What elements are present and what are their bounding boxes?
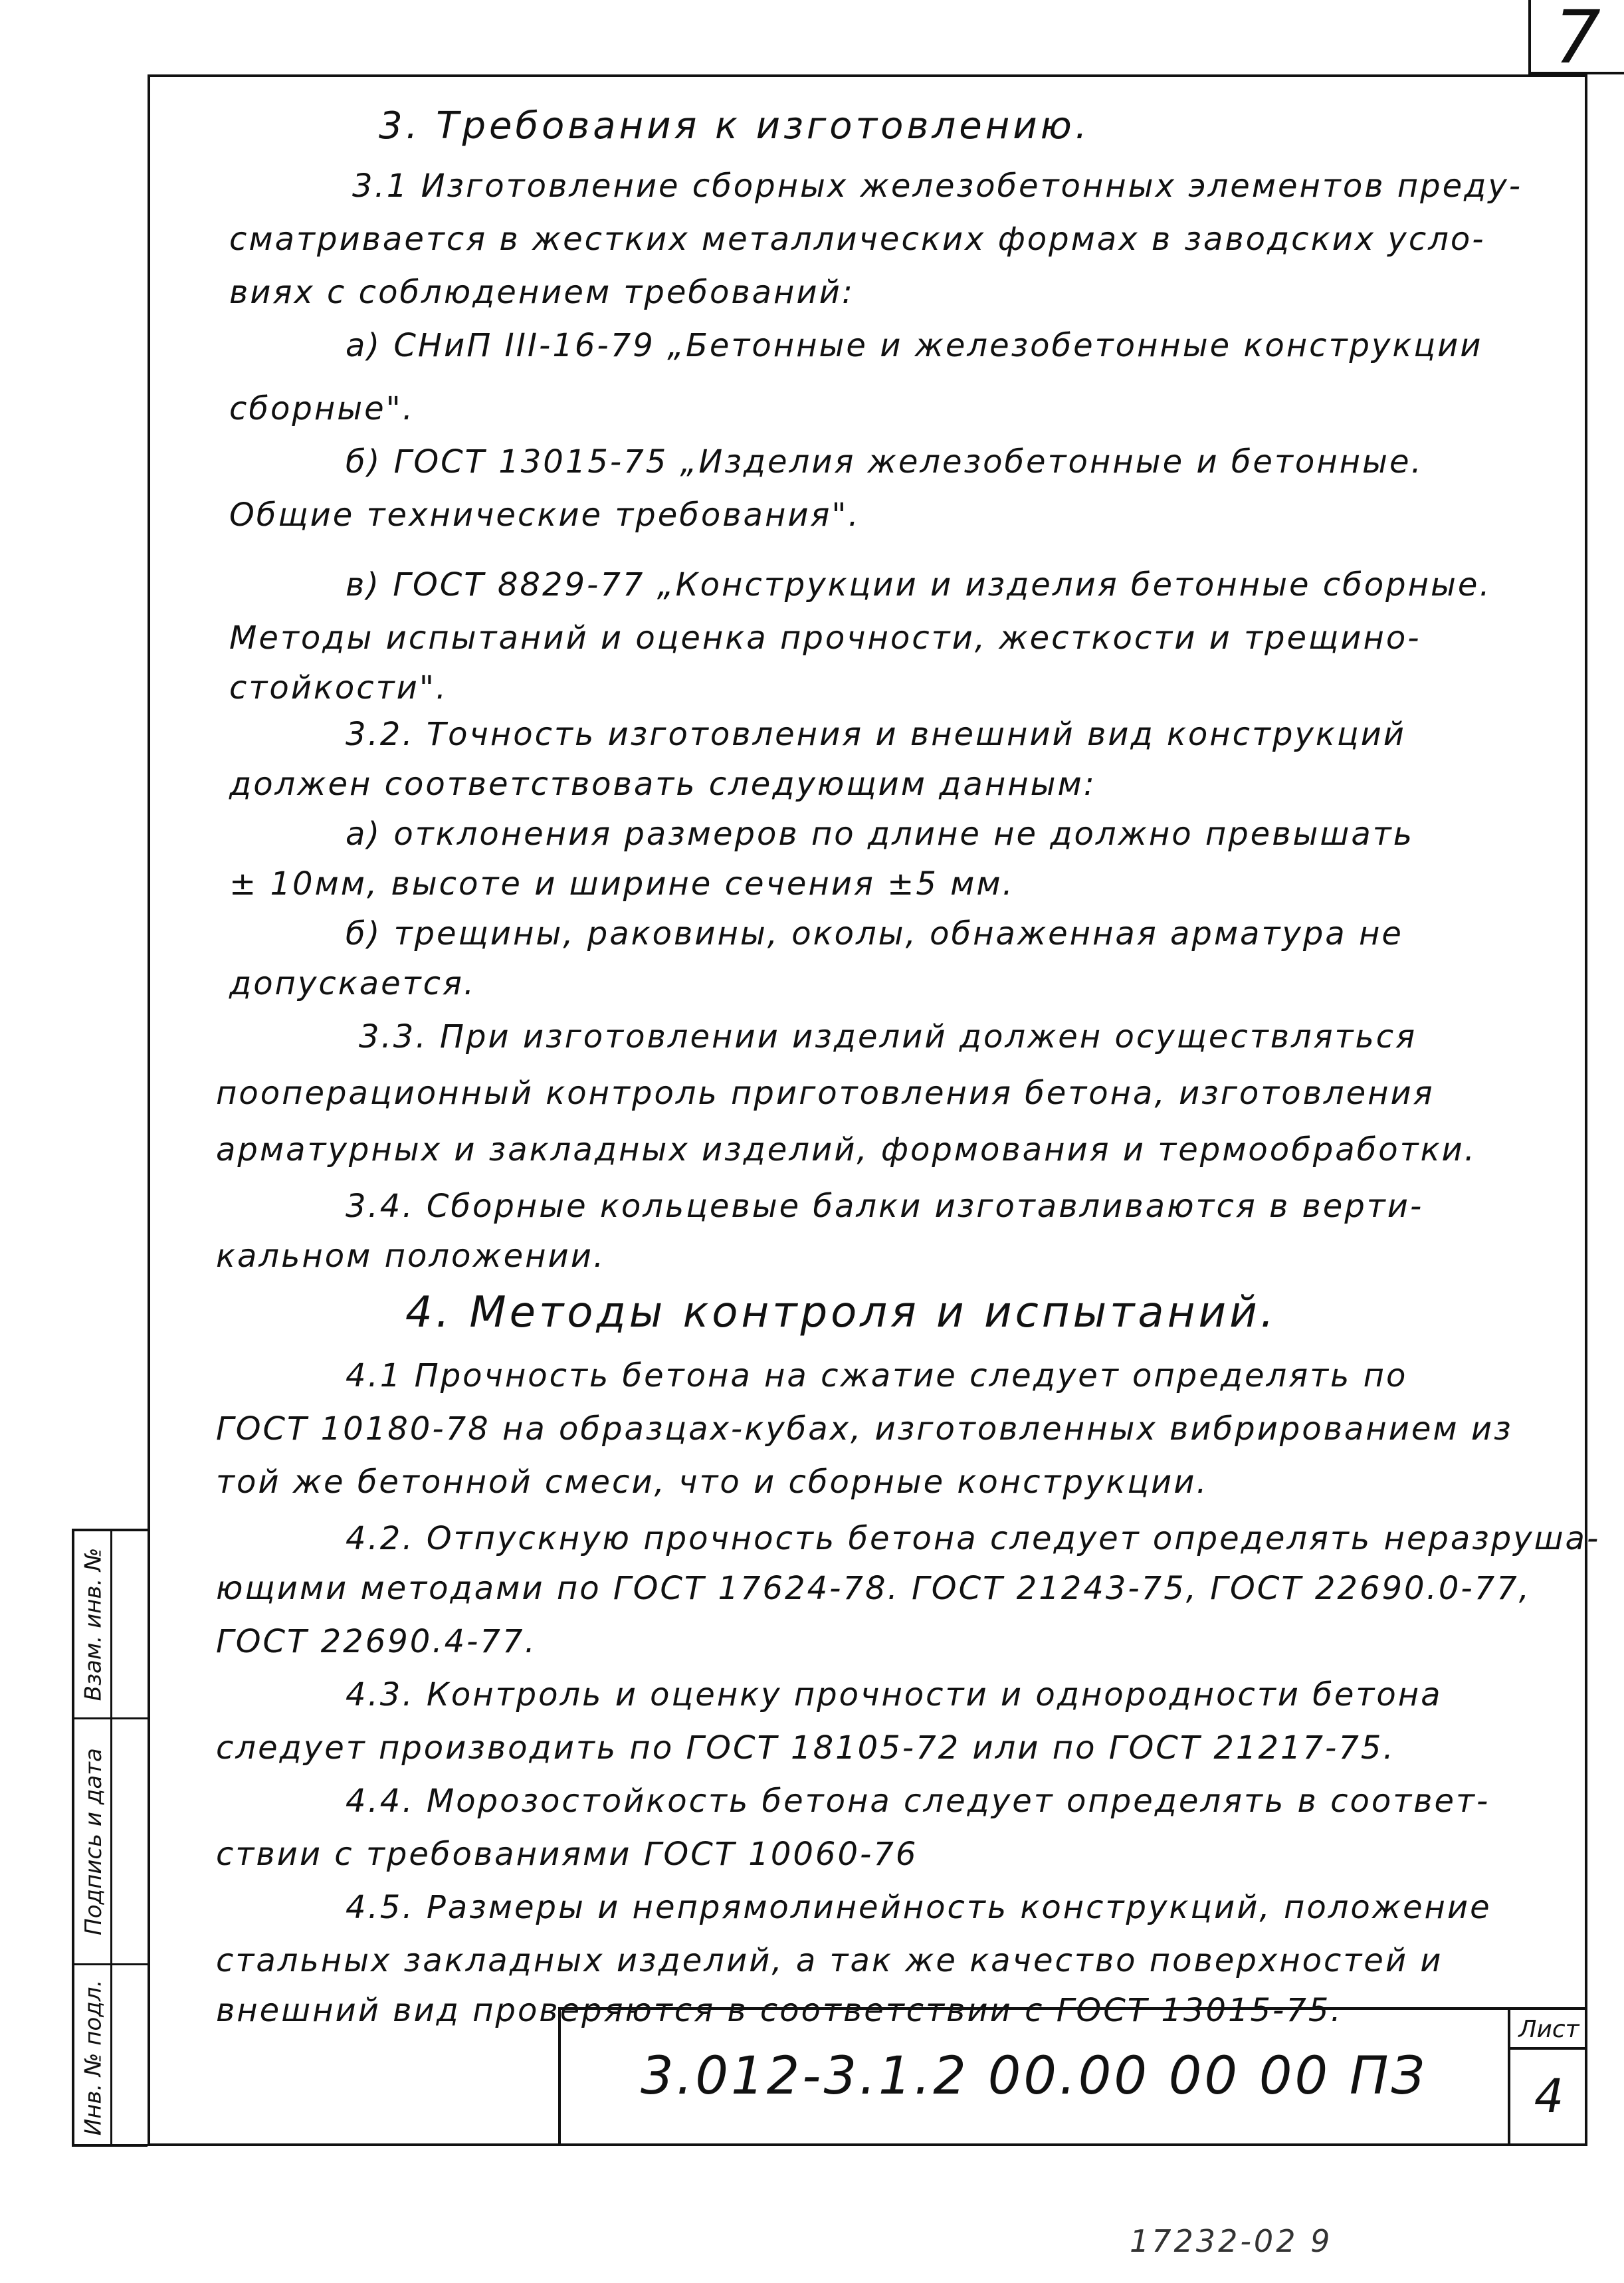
section-3-heading: 3. Требования к изготовлению. <box>379 104 1090 148</box>
title-block <box>558 2007 1587 2146</box>
text-line: 3.2. Точность изготовления и внешний вид конструкций <box>346 716 1406 753</box>
sheet-box <box>1508 2010 1587 2146</box>
text-line: 4.3. Контроль и оценку прочности и однородности бетона <box>346 1676 1443 1713</box>
stamp-cell <box>74 1717 112 1963</box>
document-code: 3.012-3.1.2 00.00 00 00 ПЗ <box>641 2046 1427 2106</box>
section-4-heading: 4. Методы контроля и испытаний. <box>405 1288 1277 1337</box>
text-line: должен соответствовать следующим данным: <box>229 766 1096 803</box>
text-line: стальных закладных изделий, а так же качество поверхностей и <box>216 1942 1443 1979</box>
text-line: той же бетонной смеси, что и сборные конструкции. <box>216 1464 1209 1501</box>
text-line: 3.4. Сборные кольцевые балки изготавливаются в верти- <box>346 1188 1424 1225</box>
text-line: 4.5. Размеры и непрямолинейность конструкций, положение <box>346 1889 1492 1926</box>
signature-date-label: Подпись и дата <box>80 1747 107 1935</box>
stamp-cell <box>112 1531 150 1717</box>
text-line: сматривается в жестких металлических формах в заводских усло- <box>229 221 1486 258</box>
sheet-label: Лист <box>1510 2010 1587 2050</box>
text-line: ствии с требованиями ГОСТ 10060-76 <box>216 1836 918 1873</box>
text-line: стойкости". <box>229 669 449 707</box>
text-line: б) ГОСТ 13015-75 „Изделия железобетонные и бетонные. <box>346 443 1423 481</box>
margin-stamp-strip <box>72 1529 148 2147</box>
text-line: 3.1 Изготовление сборных железобетонных элементов преду- <box>352 167 1523 205</box>
text-line: допускается. <box>229 965 476 1002</box>
sheet-number: 4 <box>1534 2069 1564 2123</box>
text-line: Методы испытаний и оценка прочности, жесткости и трещино- <box>229 619 1421 657</box>
text-line: внешний вид проверяются в соответствии с ГОСТ 13015-75. <box>216 1992 1343 2029</box>
text-line: 4.4. Морозостойкость бетона следует определять в соответ- <box>346 1783 1490 1820</box>
inv-podl-label: Инв. № подл. <box>80 1979 107 2135</box>
text-line: следует производить по ГОСТ 18105-72 или по ГОСТ 21217-75. <box>216 1729 1395 1767</box>
text-line: б) трещины, раковины, околы, обнаженная арматура не <box>346 915 1403 952</box>
text-line: ющими методами по ГОСТ 17624-78. ГОСТ 21243-75, ГОСТ 22690.0-77, <box>216 1570 1532 1607</box>
text-line: ГОСТ 22690.4-77. <box>216 1623 537 1660</box>
text-line: ± 10мм, высоте и ширине сечения ±5 мм. <box>229 865 1015 903</box>
text-line: ГОСТ 10180-78 на образцах-кубах, изготовленных вибрированием из <box>216 1410 1513 1448</box>
text-line: 3.3. При изготовлении изделий должен осуществляться <box>359 1018 1417 1055</box>
text-line: сборные". <box>229 390 415 427</box>
text-line: виях с соблюдением требований: <box>229 274 855 311</box>
stamp-cell <box>74 1531 112 1717</box>
text-line: Общие технические требования". <box>229 496 861 534</box>
text-line: в) ГОСТ 8829-77 „Конструкции и изделия бетонные сборные. <box>346 566 1492 603</box>
text-line: кальном положении. <box>216 1238 606 1275</box>
stamp-cell <box>74 1963 112 2149</box>
text-line: а) отклонения размеров по длине не должно превышать <box>346 815 1414 853</box>
archive-number: 17232-02 9 <box>1130 2223 1333 2259</box>
vzam-inv-label: Взам. инв. № <box>80 1547 107 1701</box>
text-line: 4.1 Прочность бетона на сжатие следует определять по <box>346 1357 1408 1394</box>
stamp-value-column <box>112 1531 150 2144</box>
page-corner-number: 7 <box>1528 0 1624 74</box>
stamp-cell <box>112 1963 150 2149</box>
text-line: 4.2. Отпускную прочность бетона следует определять неразруша- <box>346 1520 1601 1557</box>
text-line: пооперационный контроль приготовления бетона, изготовления <box>216 1075 1435 1112</box>
stamp-label-column <box>74 1531 112 2144</box>
stamp-cell <box>112 1717 150 1963</box>
text-line: арматурных и закладных изделий, формования и термообработки. <box>216 1131 1477 1168</box>
text-line: а) СНиП III-16-79 „Бетонные и железобетонные конструкции <box>346 327 1483 364</box>
